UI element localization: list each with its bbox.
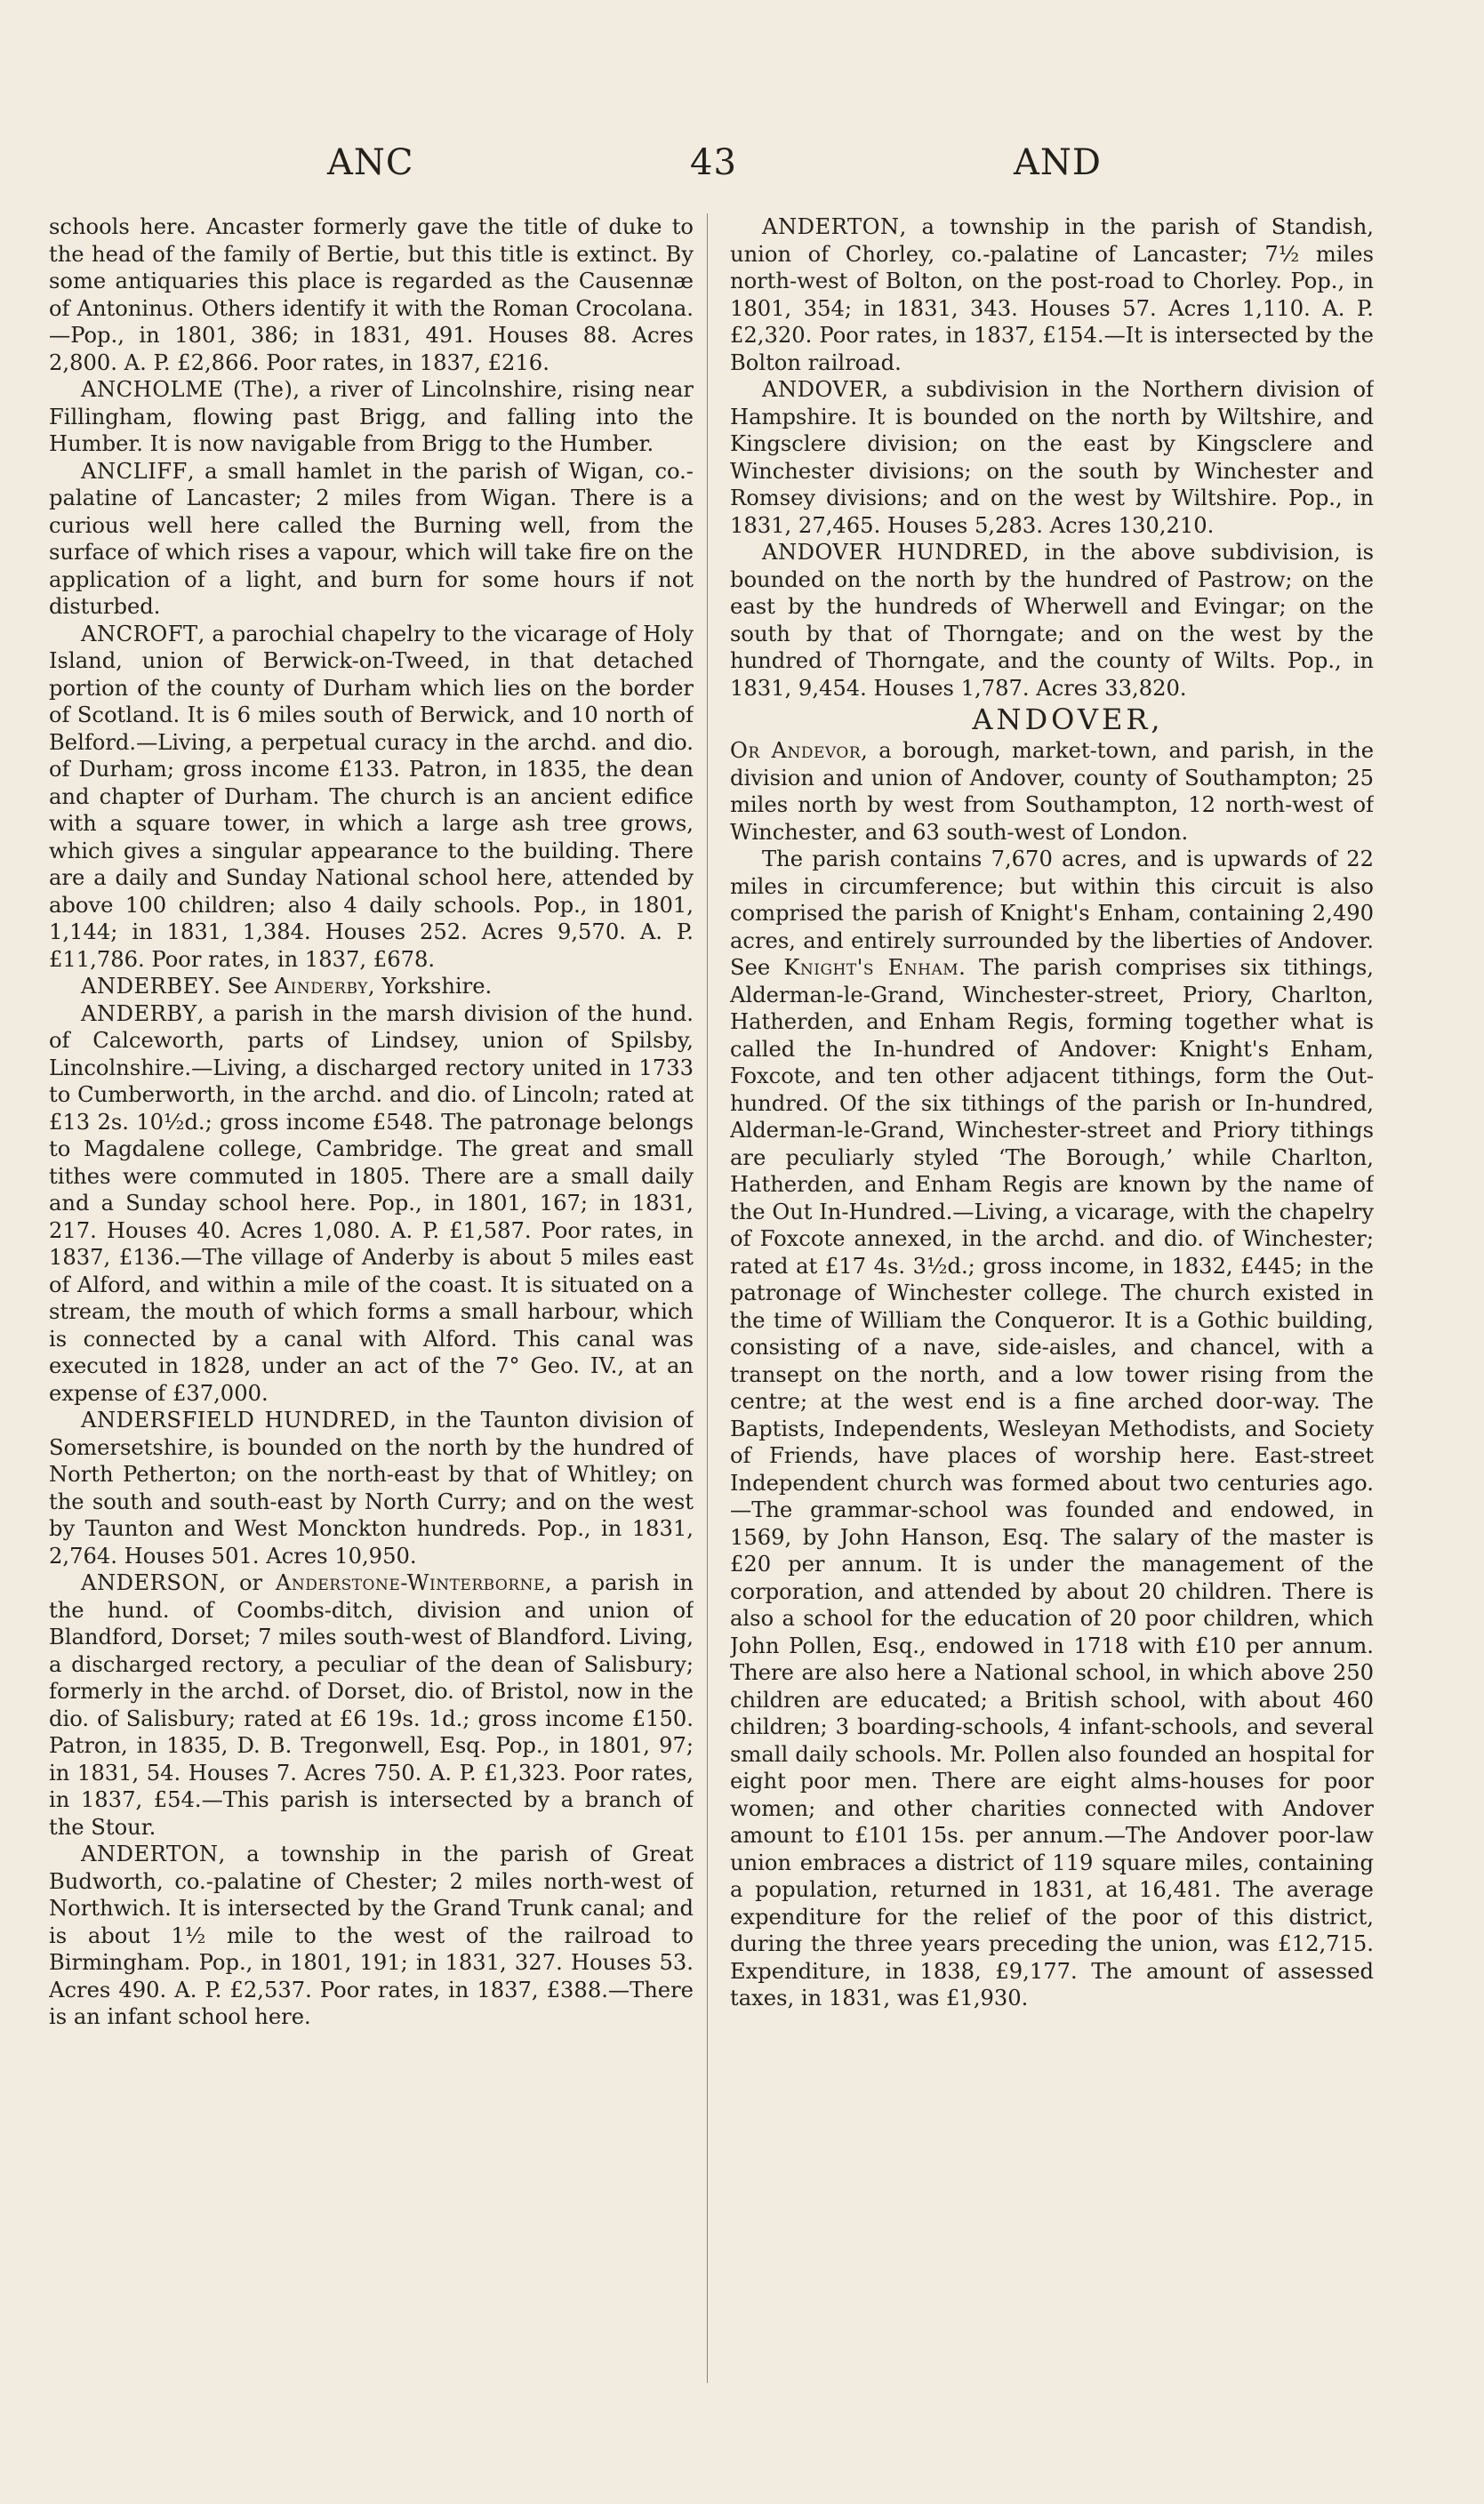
cross-reference: Knight's Enham xyxy=(783,955,959,980)
entry-body: , or xyxy=(219,1570,276,1595)
entry-anderton-cheshire xyxy=(49,1841,694,2031)
column-divider xyxy=(707,213,708,2383)
andover-description xyxy=(730,846,1374,2012)
section-title-andover: ANDOVER, xyxy=(972,702,1164,736)
entry-body: , a river of Lincolnshire, rising near Fillingham, flowing past Brigg, and falling into the Humber. It is now navigable from Brigg to the Humber. xyxy=(49,377,694,456)
entry-headword: ANCHOLME (The) xyxy=(81,377,293,402)
entry-anderton-lancashire xyxy=(730,213,1374,376)
entry-anderby xyxy=(49,1000,694,1408)
entry-headword: ANDERBEY xyxy=(81,974,214,999)
left-column xyxy=(49,213,694,2410)
andover-alt-name: Or Andevor xyxy=(730,738,862,763)
entry-ancholme xyxy=(49,376,694,458)
entry-headword: ANDERBY xyxy=(81,1000,197,1026)
entry-andover-hundred xyxy=(730,539,1374,702)
running-head-right: AND xyxy=(1014,142,1102,183)
alternate-name: Anderstone-Winterborne xyxy=(275,1570,545,1595)
entry-body: , in the above subdivision, is bounded on the north by the hundred of Pastrow; on the east by the hundreds of Wherwell and Evingar; on the south by that of Thorngate; and on the west by the hundred of Thorngate, and the county of Wilts. Pop., in 1831, 9,454. Houses 1,787. Acres 33,820. xyxy=(730,540,1374,701)
entry-body: . See xyxy=(213,974,275,999)
entry-body: , a small hamlet in the parish of Wigan, co.-palatine of Lancaster; 2 miles from Wigan. There is a curious well here called the Burning well, from the surface of which rises a vapour, which will take fire on the application of a light, and burn for some hours if not disturbed. xyxy=(49,458,694,619)
entry-andover-division xyxy=(730,376,1374,539)
right-column xyxy=(730,213,1374,2410)
entry-ancroft xyxy=(49,621,694,974)
entry-body-tail: . The parish comprises six tithings, Alderman-le-Grand, Winchester-street, Priory, Charlton, Hatherden, and Enham Regis, forming together what is called the In-hundred of Andover: Knight's Enham, Foxcote, and ten other adjacent tithings, form the Out-hundred. Of the six tithings of the parish or In-hundred, Alderman-le-Grand, Winchester-street and Priory tithings are peculiarly styled ‘The Borough,’ while Charlton, Hatherden, and Enham Regis are known by the name of the Out In-Hundred.—Living, a vicarage, with the chapelry of Foxcote annexed, in the archd. and dio. of Winchester; rated at £17 4s. 3½d.; gross income, in 1832, £445; in the patronage of Winchester college. The church existed in the time of William the Conqueror. It is a Gothic building, consisting of a nave, side-aisles, and chancel, with a transept on the north, and a low tower rising from the centre; at the west end is a fine arched door-way. The Baptists, Independents, Wesleyan Methodists, and Society of Friends, have places of worship here. East-street Independent church was formed about two centuries ago.—The grammar-school was founded and endowed, in 1569, by John Hanson, Esq. The salary of the master is £20 per annum. It is under the management of the corporation, and attended by about 20 children. There is also a school for the education of 20 poor children, which John Pollen, Esq., endowed in 1718 with £10 per annum. There are also here a National school, in which above 250 children are educated; a British school, with about 460 children; 3 boarding-schools, 4 infant-schools, and several small daily schools. Mr. Pollen also founded an hospital for eight poor men. There are eight alms-houses for poor women; and other charities connected with Andover amount to £101 15s. per annum.—The Andover poor-law union embraces a district of 119 square miles, containing a population, returned in 1831, at 16,481. The average expenditure for the relief of the poor of this district, during the three years preceding the union, was £12,715. Expenditure, in 1838, £9,177. The amount of assessed taxes, in 1831, was £1,930. xyxy=(730,955,1374,2010)
entry-headword: ANDERSON xyxy=(81,1570,220,1595)
entry-body: , a parish in the marsh division of the hund. of Calceworth, parts of Lindsey, union of Spilsby, Lincolnshire.—Living, a discharged rectory united in 1733 to Cumberworth, in the archd. and dio. of Lincoln; rated at £13 2s. 10½d.; gross income £548. The patronage belongs to Magdalene college, Cambridge. The great and small tithes were commuted in 1805. There are a small daily and a Sunday school here. Pop., in 1801, 167; in 1831, 217. Houses 40. Acres 1,080. A. P. £1,587. Poor rates, in 1837, £136.—The village of Anderby is about 5 miles east of Alford, and within a mile of the coast. It is situated on a stream, the mouth of which forms a small harbour, which is connected by a canal with Alford. This canal was executed in 1828, under an act of the 7° Geo. IV., at an expense of £37,000. xyxy=(49,1000,694,1406)
entry-body: The parish contains 7,670 acres, and is upwards of 22 miles in circumference; but within this circuit is also comprised the parish of Knight's Enham, containing 2,490 acres, and entirely surrounded by the liberties of Andover. See xyxy=(730,847,1374,980)
entry-andersfield-hundred xyxy=(49,1407,694,1569)
cross-reference: Ainderby xyxy=(274,974,368,999)
entry-continuation xyxy=(49,213,694,376)
entry-headword: ANDERSFIELD HUNDRED xyxy=(81,1408,390,1433)
entry-body: , a borough, market-town, and parish, in the division and union of Andover, county of Southampton; 25 miles north by west from Southampton, 12 north-west of Winchester, and 63 south-west of London. xyxy=(730,738,1374,845)
entry-headword: ANCLIFF xyxy=(81,458,188,484)
page-number: 43 xyxy=(690,142,737,183)
andover-intro xyxy=(730,737,1374,846)
running-head-left: ANC xyxy=(327,142,414,183)
entry-body: , in the Taunton division of Somersetshire, is bounded on the north by the hundred of North Petherton; on the north-east by that of Whitley; on the south and south-east by North Curry; and on the west by Taunton and West Monckton hundreds. Pop., in 1831, 2,764. Houses 501. Acres 10,950. xyxy=(49,1408,694,1569)
entry-body: schools here. Ancaster formerly gave the title of duke to the head of the family of Bertie, but this title is extinct. By some antiquaries this place is regarded as the Causennæ of Antoninus. Others identify it with the Roman Crocolana.—Pop., in 1801, 386; in 1831, 491. Houses 88. Acres 2,800. A. P. £2,866. Poor rates, in 1837, £216. xyxy=(49,214,694,375)
entry-ancliff xyxy=(49,458,694,621)
entry-headword: ANDERTON xyxy=(762,214,900,239)
entry-headword: ANDOVER HUNDRED xyxy=(762,540,1023,565)
entry-body-tail: , Yorkshire. xyxy=(367,974,493,999)
entry-headword: ANDOVER xyxy=(762,377,882,402)
entry-anderbey xyxy=(49,973,694,1000)
entry-body-tail: , a parish in the hund. of Coombs-ditch, division and union of Blandford, Dorset; 7 miles south-west of Blandford. Living, a discharged rectory, a peculiar of the dean of Salisbury; formerly in the archd. of Dorset, dio. of Bristol, now in the dio. of Salisbury; rated at £6 19s. 1d.; gross income £150. Patron, in 1835, D. B. Tregonwell, Esq. Pop., in 1801, 97; in 1831, 54. Houses 7. Acres 750. A. P. £1,323. Poor rates, in 1837, £54.—This parish is intersected by a branch of the Stour. xyxy=(49,1570,694,1840)
running-head xyxy=(0,142,1484,196)
entry-anderson xyxy=(49,1569,694,1841)
entry-body: , a parochial chapelry to the vicarage of Holy Island, union of Berwick-on-Tweed, in that detached portion of the county of Durham which lies on the border of Scotland. It is 6 miles south of Berwick, and 10 north of Belford.—Living, a perpetual curacy in the archd. and dio. of Durham; gross income £133. Patron, in 1835, the dean and chapter of Durham. The church is an ancient edifice with a square tower, in which a large ash tree grows, which gives a singular appearance to the building. There are a daily and Sunday National school here, attended by above 100 children; also 4 daily schools. Pop., in 1801, 1,144; in 1831, 1,384. Houses 252. Acres 9,570. A. P. £11,786. Poor rates, in 1837, £678. xyxy=(49,621,694,972)
entry-headword: ANDERTON xyxy=(81,1842,219,1866)
entry-body: , a township in the parish of Standish, union of Chorley, co.-palatine of Lancaster; 7½ miles north-west of Bolton, on the post-road to Chorley. Pop., in 1801, 354; in 1831, 343. Houses 57. Acres 1,110. A. P. £2,320. Poor rates, in 1837, £154.—It is intersected by the Bolton railroad. xyxy=(730,214,1374,375)
entry-headword: ANCROFT xyxy=(81,621,198,646)
entry-body: , a subdivision in the Northern division of Hampshire. It is bounded on the north by Wiltshire, and Kingsclere division; on the east by Kingsclere and Winchester divisions; on the south by Winchester and Romsey divisions; and on the west by Wiltshire. Pop., in 1831, 27,465. Houses 5,283. Acres 130,210. xyxy=(730,377,1374,538)
entry-body: , a township in the parish of Great Budworth, co.-palatine of Chester; 2 miles north-west of Northwich. It is intersected by the Grand Trunk canal; and is about 1½ mile to the west of the railroad to Birmingham. Pop., in 1801, 191; in 1831, 327. Houses 53. Acres 490. A. P. £2,537. Poor rates, in 1837, £388.—There is an infant school here. xyxy=(49,1842,694,2029)
